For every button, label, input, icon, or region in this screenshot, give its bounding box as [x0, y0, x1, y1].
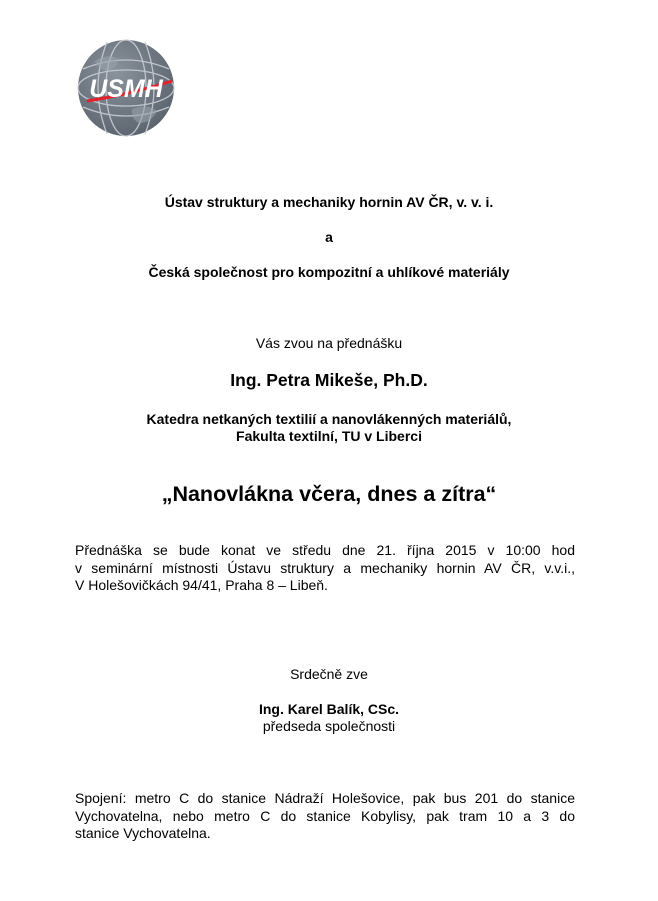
affiliation-line-2: Fakulta textilní, TU v Liberci	[236, 428, 422, 444]
globe-icon	[77, 39, 175, 137]
transport-info	[75, 790, 575, 843]
lecture-title: „Nanovlákna včera, dnes a zítra“	[161, 482, 497, 506]
signatory-role: předseda společnosti	[262, 718, 396, 734]
closing-greeting: Srdečně zve	[290, 666, 368, 682]
speaker-name: Ing. Petra Mikeše, Ph.D.	[230, 370, 428, 390]
transport-line-3: stanice Vychovatelna.	[75, 825, 211, 841]
invite-intro: Vás zvou na přednášku	[255, 335, 403, 351]
lecture-details	[75, 542, 575, 595]
logo-text: USMH	[89, 75, 163, 103]
details-line-1: Přednáška se bude konat ve středu dne 21. října 2015 v 10:00 hod	[75, 542, 575, 558]
transport-line-1: Spojení: metro C do stanice Nádraží Holešovice, pak bus 201 do stanice	[75, 790, 575, 806]
society-name: Česká společnost pro kompozitní a uhlíkové materiály	[148, 264, 510, 280]
affiliation-line-1: Katedra netkaných textilií a nanovlákenných materiálů,	[146, 411, 512, 427]
transport-line-2: Vychovatelna, nebo metro C do stanice Kobylisy, pak tram 10 a 3 do	[75, 807, 575, 824]
institute-name: Ústav struktury a mechaniky hornin AV ČR, v. v. i.	[164, 194, 494, 210]
conjunction: a	[325, 229, 333, 245]
details-line-2: v seminární místnosti Ústavu struktury a mechaniky hornin AV ČR, v.v.i.,	[75, 559, 575, 576]
signatory-name: Ing. Karel Balík, CSc.	[258, 701, 400, 717]
usmh-logo	[77, 39, 175, 137]
details-line-3: V Holešovičkách 94/41, Praha 8 – Libeň.	[75, 577, 328, 593]
